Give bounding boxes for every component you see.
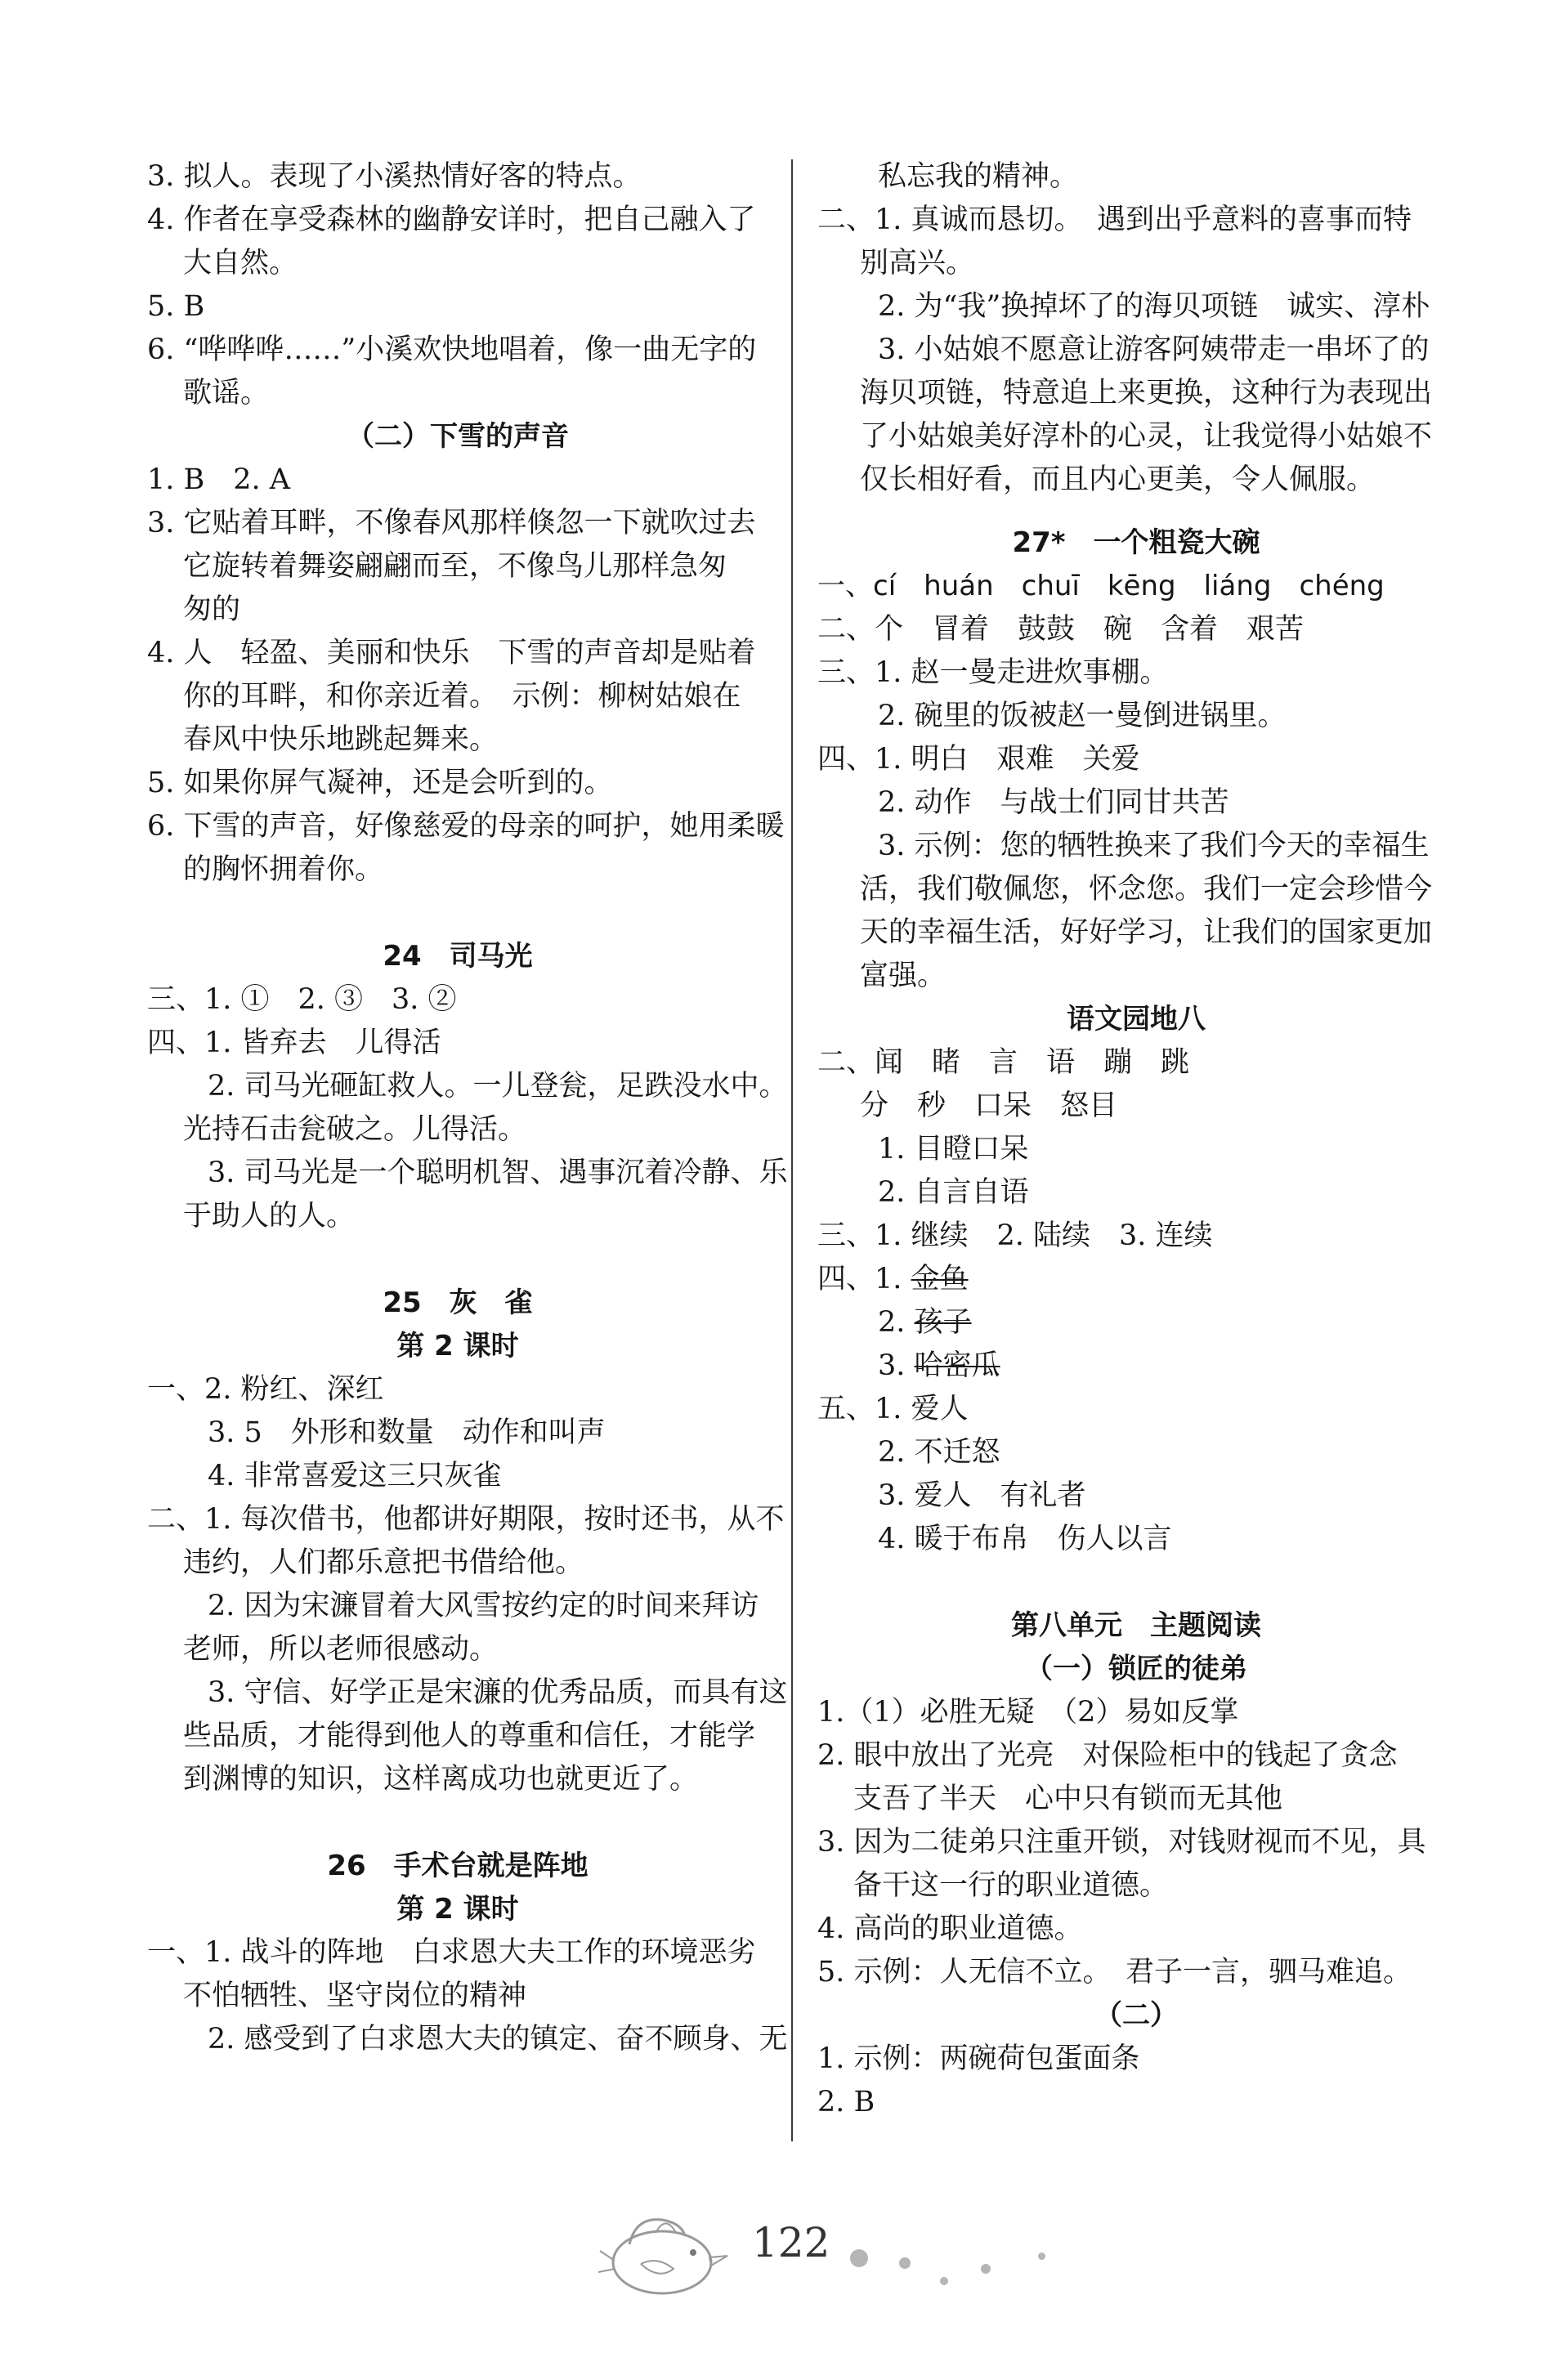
- section-heading: 25 灰 雀: [383, 1286, 533, 1319]
- answer-line: 3. 小姑娘不愿意让游客阿姨带走一串坏了的: [878, 333, 1430, 366]
- answer-line: 1. B 2. A: [147, 463, 291, 496]
- answer-number: 3.: [878, 1349, 915, 1382]
- decor-dot: [981, 2264, 991, 2274]
- section-heading: 语文园地八: [1067, 1003, 1206, 1036]
- answer-line: 2. 为“我”换掉坏了的海贝项链 诚实、淳朴: [878, 290, 1430, 323]
- spacer: [147, 892, 768, 935]
- answer-line: 三、1. ① 2. ③ 3. ②: [147, 983, 457, 1016]
- answer-line: 匆的: [183, 593, 241, 626]
- answer-line: 仅长相好看，而且内心更美，令人佩服。: [860, 463, 1376, 496]
- answer-line: 2. 司马光砸缸救人。一儿登瓮，足跌没水中。: [208, 1070, 788, 1103]
- answer-line: 2. 碗里的饭被赵一曼倒进锅里。: [878, 700, 1287, 732]
- section-heading: 24 司马光: [383, 940, 533, 973]
- section-heading: （二）下雪的声音: [347, 420, 569, 453]
- answer-line: 1.（1）必胜无疑 （2）易如反掌: [817, 1696, 1239, 1729]
- answer-number: 2.: [878, 1306, 915, 1339]
- answer-line: 3. 司马光是一个聪明机智、遇事沉着冷静、乐: [208, 1156, 788, 1189]
- answer-line: 1. 示例：两碗荷包蛋面条: [817, 2042, 1140, 2075]
- answer-line: 2. 自言自语: [878, 1176, 1029, 1209]
- answer-line: 三、1. 继续 2. 陆续 3. 连续: [817, 1219, 1213, 1252]
- bird-icon: [597, 2199, 744, 2305]
- answer-line: 6. 下雪的声音，好像慈爱的母亲的呵护，她用柔暖: [147, 810, 785, 843]
- answer-line: 四、1. 明白 艰难 关爱: [817, 743, 1140, 776]
- struck-word: 金鱼: [911, 1263, 969, 1295]
- section-heading: 26 手术台就是阵地: [327, 1850, 589, 1882]
- answer-line: 4. 人 轻盈、美丽和快乐 下雪的声音却是贴着: [147, 637, 756, 669]
- answer-line: 二、1. 每次借书，他都讲好期限，按时还书，从不: [147, 1503, 785, 1536]
- answer-line: 别高兴。: [860, 247, 975, 280]
- answer-line: 一、1. 战斗的阵地 白求恩大夫工作的环境恶劣: [147, 1936, 756, 1969]
- answer-line: 5. 示例：人无信不立。 君子一言，驷马难追。: [817, 1956, 1412, 1989]
- answer-line: 3. 拟人。表现了小溪热情好客的特点。: [147, 160, 642, 193]
- answer-line: 老师，所以老师很感动。: [183, 1633, 499, 1666]
- answer-line: 3. 爱人 有礼者: [878, 1479, 1086, 1512]
- decor-dot: [850, 2249, 868, 2267]
- answer-line: 2. 因为宋濂冒着大风雪按约定的时间来拜访: [208, 1590, 759, 1622]
- answer-line: [817, 1344, 1455, 1388]
- answer-line: 5. 如果你屏气凝神，还是会听到的。: [147, 767, 613, 799]
- section-heading: 第 2 课时: [396, 1893, 519, 1926]
- answer-line: 二、个 冒着 鼓鼓 碗 含着 艰苦: [817, 613, 1305, 646]
- answer-line: 3. 守信、好学正是宋濂的优秀品质，而具有这: [208, 1676, 788, 1709]
- answer-line: 大自然。: [183, 247, 298, 280]
- answer-line: 些品质，才能得到他人的尊重和信任，才能学: [183, 1720, 756, 1752]
- decor-dot: [899, 2257, 911, 2269]
- answer-line: 3. 它贴着耳畔，不像春风那样倏忽一下就吹过去: [147, 507, 756, 539]
- decor-dot: [1038, 2252, 1045, 2260]
- answer-line: 4. 作者在享受森林的幽静安详时，把自己融入了: [147, 204, 756, 236]
- struck-word: 孩子: [914, 1306, 972, 1339]
- answer-line: 你的耳畔，和你亲近着。 示例：柳树姑娘在: [183, 680, 741, 713]
- answer-line: 歌谣。: [183, 377, 270, 409]
- answer-line: 海贝项链，特意追上来更换，这种行为表现出: [860, 377, 1433, 409]
- answer-line: 4. 高尚的职业道德。: [817, 1912, 1083, 1945]
- answer-line: 四、1. 皆弃去 儿得活: [147, 1027, 441, 1059]
- answer-line: 它旋转着舞姿翩翩而至，不像鸟儿那样急匆: [183, 550, 727, 583]
- answer-line: 私忘我的精神。: [878, 160, 1079, 193]
- answer-line: 2. 动作 与战士们同甘共苦: [878, 786, 1229, 819]
- answer-line: [817, 1258, 1455, 1301]
- spacer: [147, 1238, 768, 1282]
- answer-line: 一、cí huán chuī kēng liáng chéng: [817, 570, 1385, 602]
- answer-line: 1. 目瞪口呆: [878, 1133, 1029, 1165]
- answer-line: 4. 暖于布帛 伤人以言: [878, 1523, 1172, 1555]
- spacer: [817, 502, 1455, 521]
- spacer: [817, 1561, 1455, 1604]
- answer-line: 2. 眼中放出了光亮 对保险柜中的钱起了贪念: [817, 1739, 1398, 1772]
- answer-line: 三、1. 赵一曼走进炊事棚。: [817, 656, 1169, 689]
- answer-line: 备干这一行的职业道德。: [853, 1869, 1169, 1902]
- answer-line: 于助人的人。: [183, 1200, 356, 1232]
- answer-line: 2. 不迁怒: [878, 1436, 1000, 1469]
- answer-line: 二、1. 真诚而恳切。 遇到出乎意料的喜事而特: [817, 204, 1412, 236]
- answer-line: 2. B: [817, 2086, 875, 2118]
- answer-line: 活，我们敬佩您，怀念您。我们一定会珍惜今: [860, 873, 1433, 906]
- answer-line: 3. 因为二徒弟只注重开锁，对钱财视而不见，具: [817, 1826, 1426, 1859]
- answer-line: 天的幸福生活，好好学习，让我们的国家更加: [860, 916, 1433, 949]
- answer-line: 春风中快乐地跳起舞来。: [183, 723, 499, 756]
- answer-line: 5. B: [147, 290, 205, 323]
- section-heading: （一）锁匠的徒弟: [1025, 1653, 1247, 1685]
- spacer: [147, 1801, 768, 1845]
- answer-line: 的胸怀拥着你。: [183, 853, 384, 886]
- page-number: 122: [752, 2219, 830, 2266]
- answer-line: 6. “哗哗哗……”小溪欢快地唱着，像一曲无字的: [147, 333, 757, 366]
- answer-line: 了小姑娘美好淳朴的心灵，让我觉得小姑娘不: [860, 420, 1433, 453]
- answer-line: 不怕牺牲、坚守岗位的精神: [183, 1980, 527, 2012]
- answer-line: 光持石击瓮破之。儿得活。: [183, 1113, 527, 1146]
- struck-word: 哈密瓜: [914, 1349, 1000, 1382]
- column-divider: [791, 159, 793, 2141]
- section-heading: 第八单元 主题阅读: [1011, 1609, 1261, 1642]
- section-heading: 第 2 课时: [396, 1330, 519, 1362]
- answer-line: [817, 1301, 1455, 1344]
- answer-line: 五、1. 爱人: [817, 1393, 969, 1425]
- answer-line: 一、2. 粉红、深红: [147, 1373, 384, 1406]
- right-column: [817, 155, 1455, 2124]
- answer-line: 违约，人们都乐意把书借给他。: [183, 1546, 584, 1579]
- answer-line: 二、闻 睹 言 语 蹦 跳: [817, 1046, 1190, 1079]
- answer-line: 分 秒 口呆 怒目: [860, 1089, 1118, 1122]
- answer-line: 3. 示例：您的牺牲换来了我们今天的幸福生: [878, 830, 1430, 862]
- answer-line: 富强。: [860, 960, 947, 992]
- section-heading: （二）: [1094, 1999, 1178, 2032]
- answer-number: 四、1.: [817, 1263, 911, 1295]
- answer-line: 2. 感受到了白求恩大夫的镇定、奋不顾身、无: [208, 2023, 788, 2056]
- answer-line: 4. 非常喜爱这三只灰雀: [208, 1460, 502, 1492]
- section-heading: 27* 一个粗瓷大碗: [1012, 526, 1260, 559]
- answer-line: 3. 5 外形和数量 动作和叫声: [208, 1416, 606, 1449]
- answer-line: 支吾了半天 心中只有锁而无其他: [853, 1783, 1283, 1815]
- page-footer: [597, 2199, 1087, 2321]
- answer-line: 到渊博的知识，这样离成功也就更近了。: [183, 1763, 699, 1796]
- left-column: [147, 155, 788, 2061]
- decor-dot: [940, 2277, 948, 2285]
